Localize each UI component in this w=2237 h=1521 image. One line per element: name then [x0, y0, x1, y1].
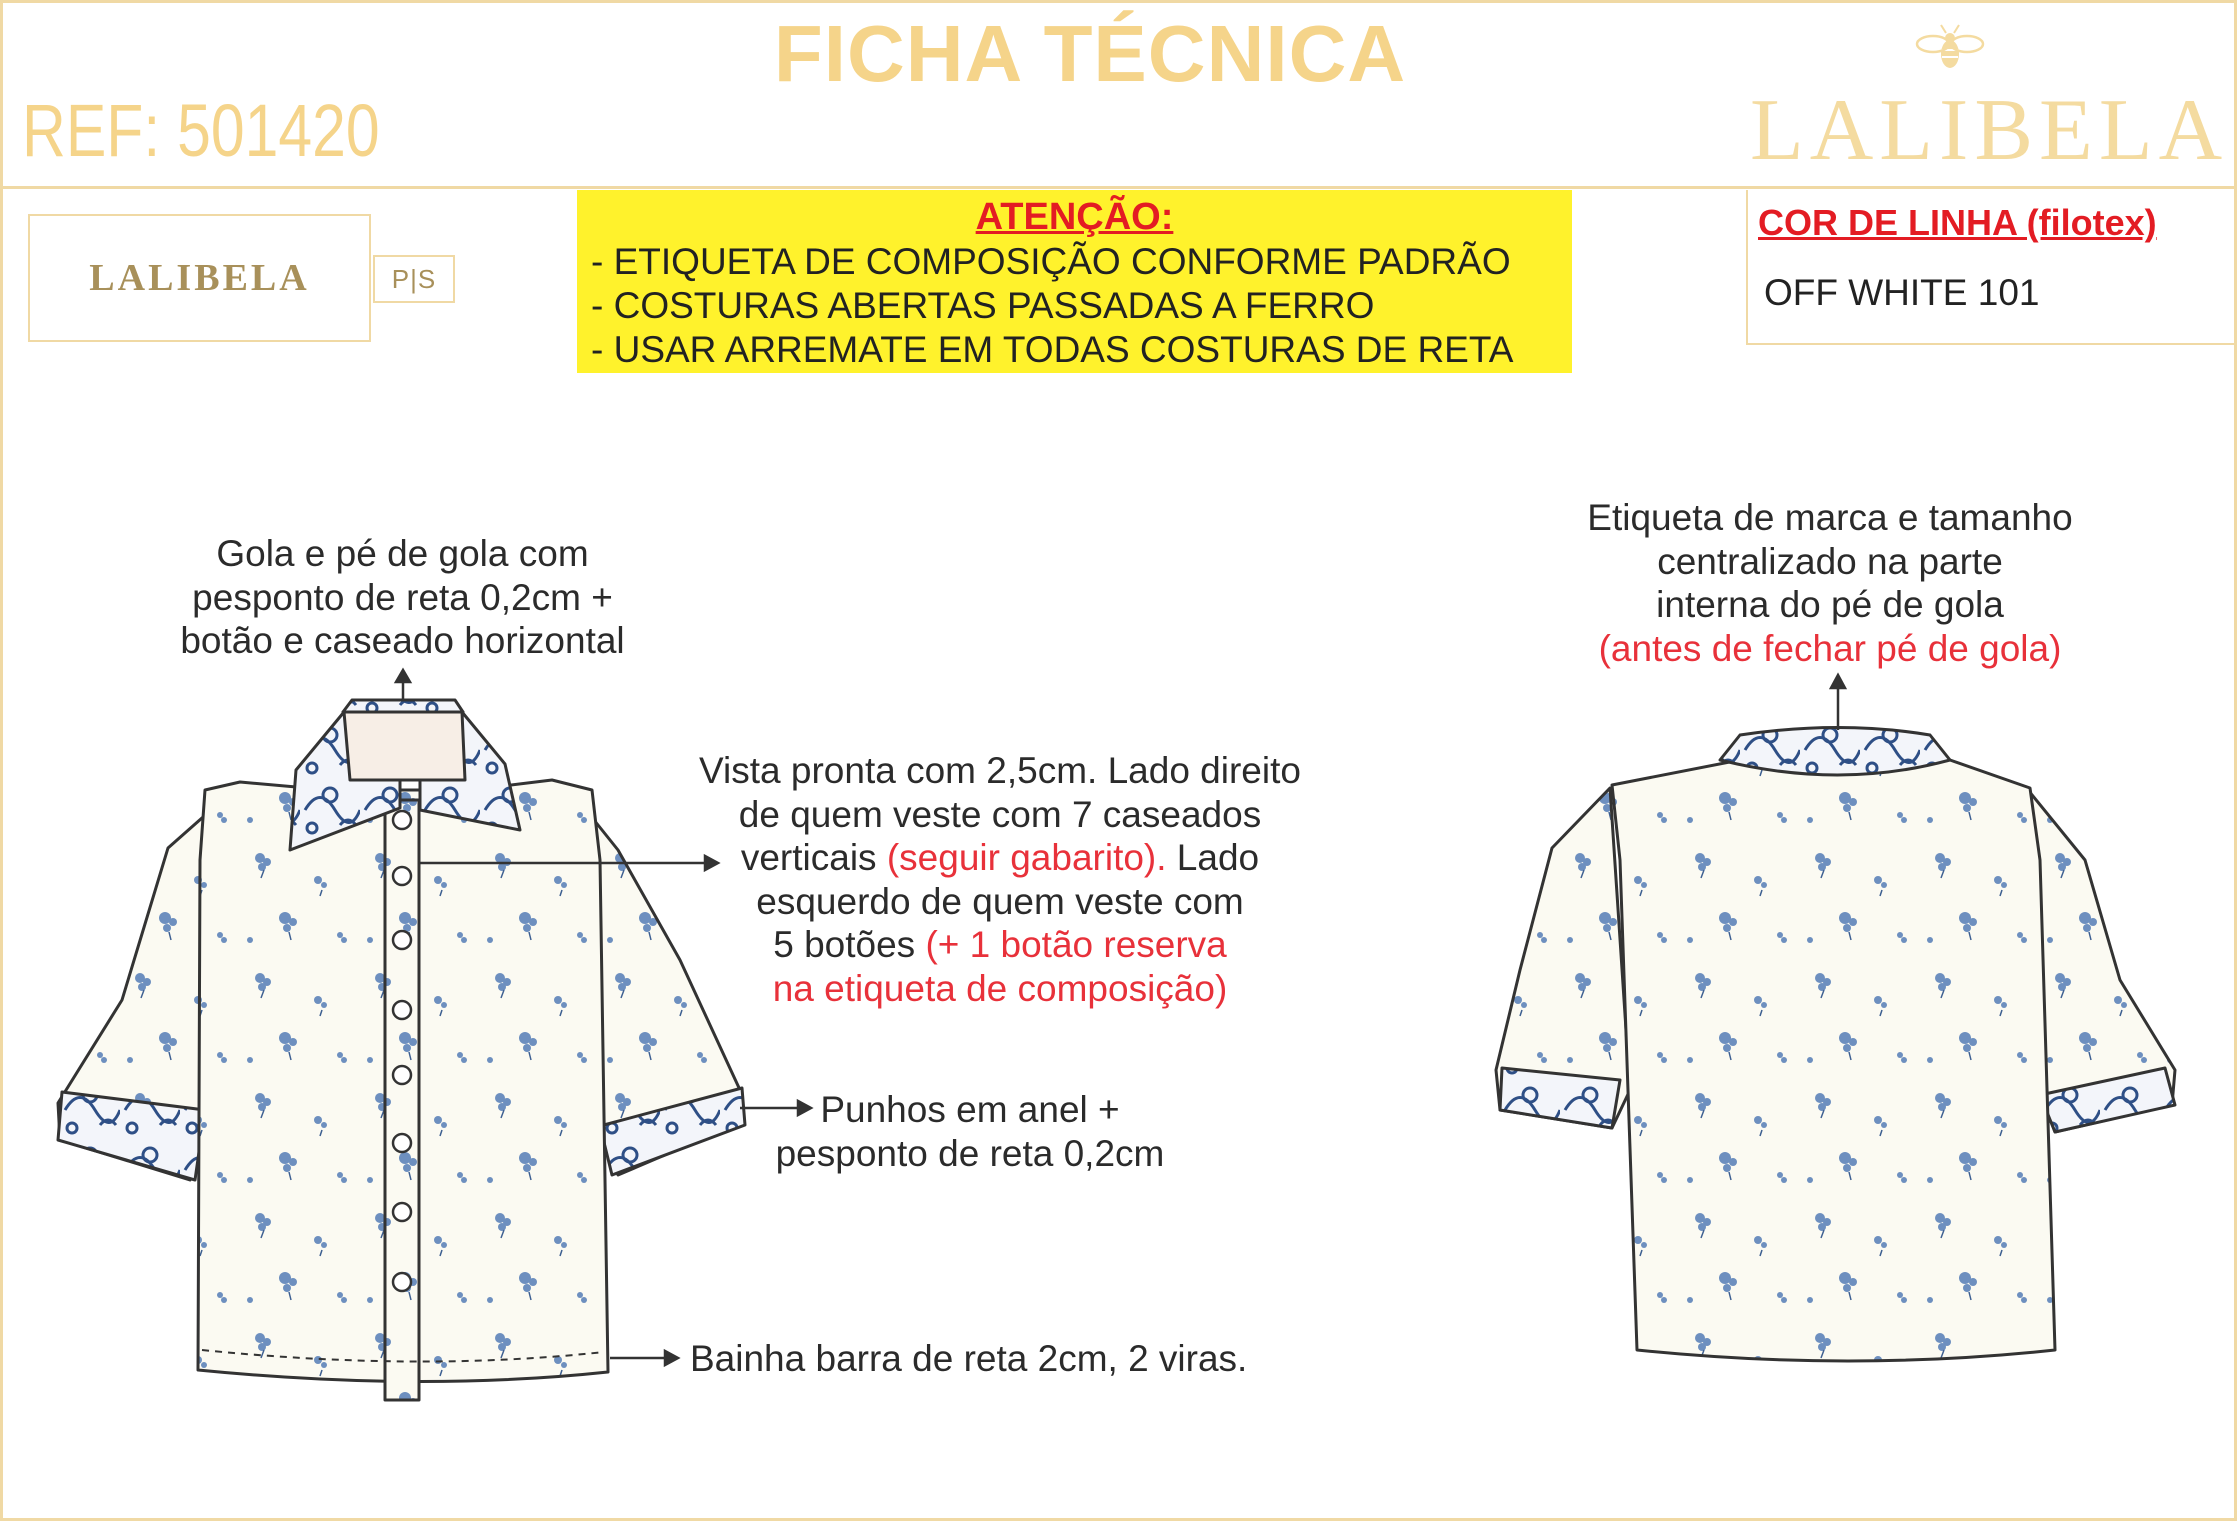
attention-title: ATENÇÃO: — [975, 196, 1174, 238]
back-shirt-drawing — [1496, 728, 2175, 1362]
size-label: P|S — [373, 255, 455, 303]
label-note-line-3: interna do pé de gola — [1656, 584, 2004, 625]
label-note-line-1: Etiqueta de marca e tamanho — [1587, 497, 2073, 538]
page-title: FICHA TÉCNICA — [773, 9, 1407, 98]
attention-line-2: - COSTURAS ABERTAS PASSADAS A FERRO — [591, 285, 1375, 326]
thread-color-value: OFF WHITE 101 — [1764, 272, 2040, 313]
cuffs-note-line-1: Punhos em anel + — [820, 1089, 1120, 1130]
placket-note-line-4: esquerdo de quem veste com — [756, 880, 1244, 922]
placket-note-line-3a: verticais — [740, 837, 887, 878]
placket-note-line-5b: (+ 1 botão reserva — [925, 924, 1227, 965]
placket-note-line-2: de quem veste com 7 caseados — [738, 793, 1262, 835]
label-note-line-2: centralizado na parte — [1657, 540, 2003, 582]
reference-code: REF: 501420 — [22, 89, 380, 172]
placket-note-line-3b: (seguir gabarito). — [886, 837, 1167, 878]
label-note-line-4: (antes de fechar pé de gola) — [1598, 627, 2062, 669]
placket-note-line-3c: Lado — [1166, 837, 1260, 878]
placket-note-line-6: na etiqueta de composição) — [772, 967, 1228, 1009]
attention-line-1: - ETIQUETA DE COMPOSIÇÃO CONFORME PADRÃO — [591, 241, 1511, 282]
front-shirt-drawing — [58, 700, 745, 1400]
cuffs-note-line-2: pesponto de reta 0,2cm — [775, 1132, 1165, 1174]
label-brand-text: LALIBELA — [89, 257, 310, 299]
collar-note-line-1: Gola e pé de gola com — [216, 533, 589, 574]
placket-note-line-1: Vista pronta com 2,5cm. Lado direito — [699, 750, 1301, 791]
thread-color-title: COR DE LINHA (filotex) — [1758, 202, 2157, 243]
collar-note-line-2: pesponto de reta 0,2cm + — [192, 576, 613, 618]
hem-note-line: Bainha barra de reta 2cm, 2 viras. — [690, 1338, 1248, 1379]
attention-line-3: - USAR ARREMATE EM TODAS COSTURAS DE RETA — [591, 329, 1514, 370]
brand-logo-text: LALIBELA — [1750, 82, 2229, 179]
collar-note-line-3: botão e caseado horizontal — [180, 620, 625, 661]
placket-note-line-5a: 5 botões — [773, 924, 926, 965]
